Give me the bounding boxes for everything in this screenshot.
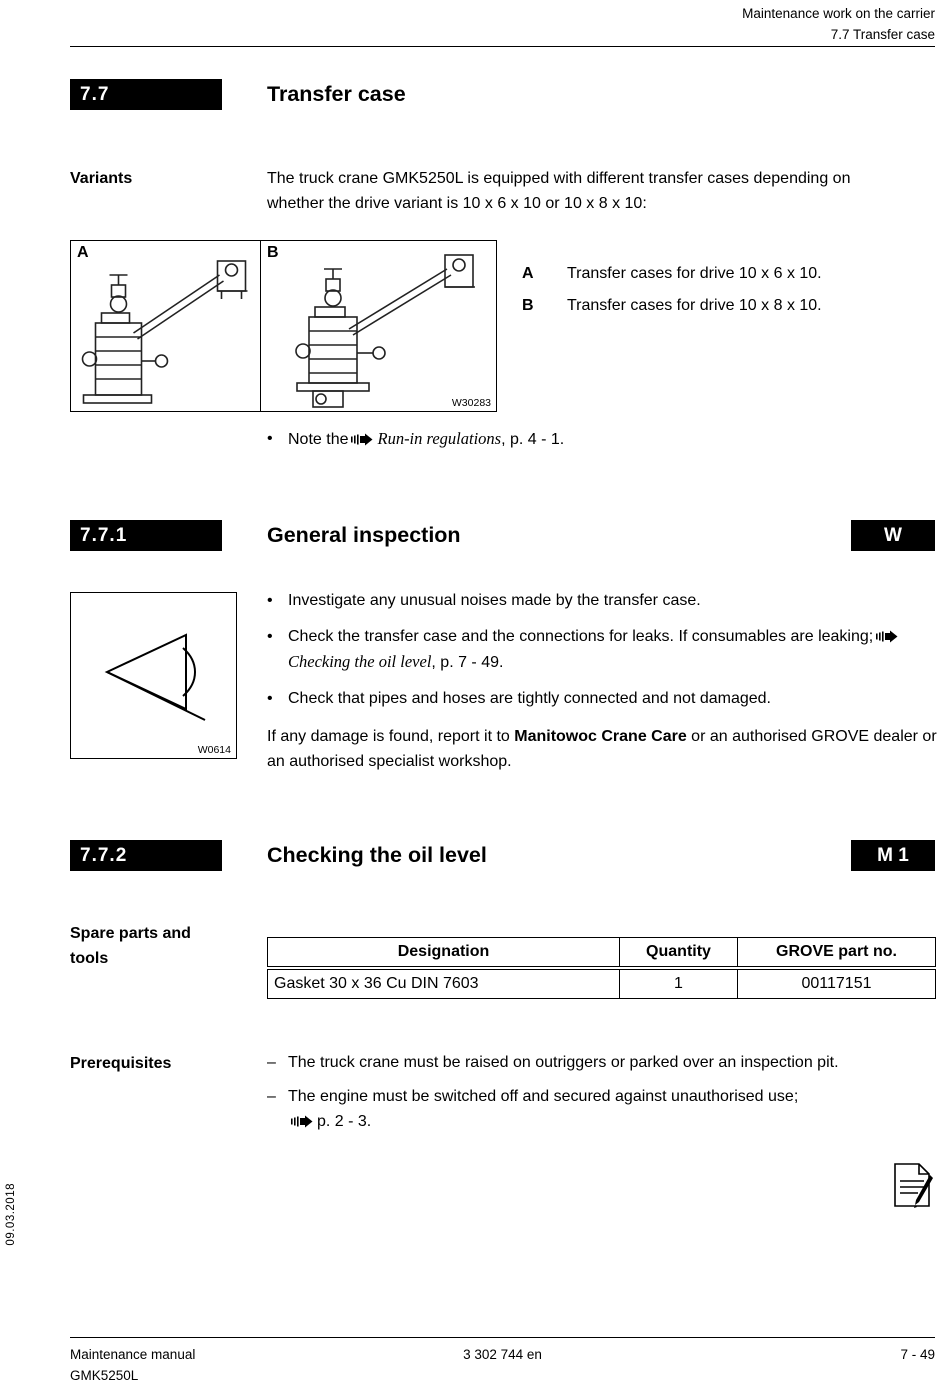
cross-reference-icon [351,433,373,446]
bullet2-pre: Check the transfer case and the connections for leaks. If consumables are leaking; [288,628,874,645]
caption-a-key: A [522,265,534,282]
note-reference: Run-in regulations [377,429,502,448]
spare-parts-label [70,921,260,971]
bullet-icon [267,624,288,675]
spare-parts-label-line1: Spare parts and [70,925,191,942]
notepad-pencil-icon [892,1162,934,1209]
bullet-text [288,624,939,675]
panel-b-label: B [267,244,279,261]
bullet-text: Investigate any unusual noises made by the transfer case. [288,592,701,609]
bullet-item [267,624,939,675]
figure-code: W30283 [451,397,491,409]
figure-captions [522,262,822,326]
transfer-case-drawing-b [261,241,496,411]
bullet-item [267,588,939,613]
dash-icon [267,1084,288,1134]
revision-date: 09.03.2018 [5,1183,17,1246]
col-header-quantity: Quantity [620,938,738,968]
damage-report-paragraph [267,724,939,774]
col-header-part-no: GROVE part no. [738,938,936,968]
prerequisites-list [267,1050,939,1143]
list-item [267,1050,939,1075]
note-text [288,426,564,452]
transfer-case-figure [70,240,497,412]
general-inspection-content [267,588,939,774]
damage-post: or an authorised GROVE dealer or an authorised specialist workshop. [267,728,937,770]
variants-label: Variants [70,170,133,187]
note-prefix: Note the [288,431,349,448]
footer-model: GMK5250L [70,1367,139,1383]
bullet-icon [267,686,288,711]
caption-b-text: Transfer cases for drive 10 x 8 x 10. [567,297,822,314]
bullet-text: Check that pipes and hoses are tightly connected and not damaged. [288,690,771,707]
footer-document-number: 3 302 744 en [463,1347,542,1362]
col-header-designation: Designation [268,938,620,968]
prerequisite-text: The truck crane must be raised on outriggers or parked over an inspection pit. [288,1054,839,1071]
list-item [267,1084,939,1134]
transfer-case-drawing-a [71,241,260,411]
prerequisite-line1: The engine must be switched off and secured against unauthorised use; [288,1088,799,1105]
dash-icon [267,1050,288,1075]
section-number-box: 7.7.2 [70,840,222,871]
section-7-7-1-header [70,520,935,551]
prerequisite-text [288,1084,798,1134]
look-listen-icon [93,620,215,732]
table-header-row [268,938,936,968]
section-title: General inspection [267,523,461,547]
figure-code: W0614 [197,744,231,756]
cell-quantity: 1 [620,968,738,999]
section-7-7-header [70,79,935,110]
footer-page-number: 7 - 49 [900,1347,935,1362]
section-title: Checking the oil level [267,843,487,867]
footer-manual-name [70,1345,350,1386]
cross-reference-icon [876,630,898,643]
maintenance-badge-m1: M 1 [851,840,935,871]
bullet-icon [267,588,288,613]
bullet-item [267,686,939,711]
panel-a-label: A [77,244,89,261]
running-header [742,3,935,45]
cell-designation: Gasket 30 x 36 Cu DIN 7603 [268,968,620,999]
page-footer [70,1345,935,1386]
header-rule [70,46,935,47]
caption-b [522,294,822,317]
prerequisite-line2 [288,1109,798,1134]
bullet-icon [267,426,288,452]
figure-panel-a [71,241,261,411]
inspection-symbol-figure [70,592,237,759]
section-7-7-2-header [70,840,935,871]
footer-rule [70,1337,935,1338]
variants-text: The truck crane GMK5250L is equipped with different transfer cases depending on whether the drive variant is 10 x 6 x 10 or 10 x 8 x 10: [267,170,851,212]
spare-parts-label-line2: tools [70,950,109,967]
cross-reference-icon [291,1115,313,1128]
footer-manual-title: Maintenance manual [70,1347,196,1362]
table-row [268,968,936,999]
maintenance-badge-w: W [851,520,935,551]
section-number-box: 7.7 [70,79,222,110]
cell-part-no: 00117151 [738,968,936,999]
running-header-line1: Maintenance work on the carrier [742,6,935,21]
bullet2-reference: Checking the oil level [288,652,432,671]
note-suffix: , p. 4 - 1. [501,431,565,448]
caption-a [522,262,822,285]
caption-a-text: Transfer cases for drive 10 x 6 x 10. [567,265,822,282]
spare-parts-table [267,937,936,999]
figure-panel-b [261,241,496,411]
note-bullet [267,426,927,452]
section-number-box: 7.7.1 [70,520,222,551]
caption-b-key: B [522,297,534,314]
bullet2-post: , p. 7 - 49. [431,654,504,671]
damage-pre: If any damage is found, report it to [267,728,515,745]
section-title: Transfer case [267,82,406,106]
running-header-line2: 7.7 Transfer case [830,27,935,42]
manitowoc-crane-care: Manitowoc Crane Care [514,728,687,745]
prerequisite-reference: p. 2 - 3. [317,1113,372,1130]
prerequisites-label: Prerequisites [70,1055,172,1072]
